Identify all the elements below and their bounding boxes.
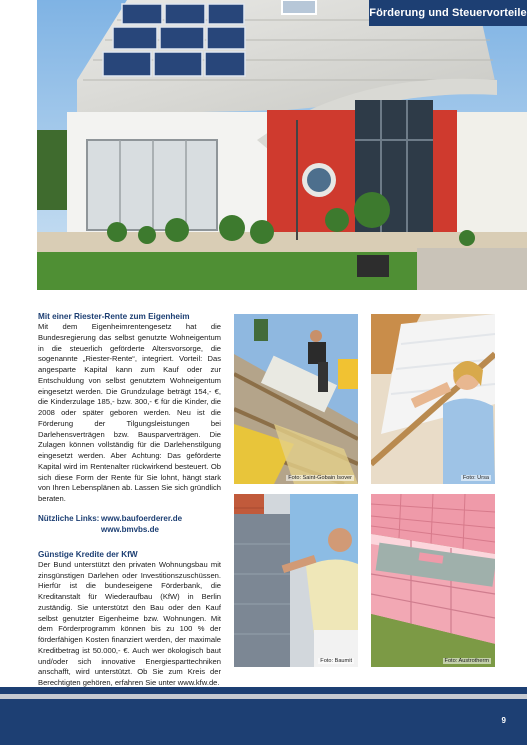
riester-heading: Mit einer Riester-Rente zum Eigenheim bbox=[38, 312, 190, 321]
useful-links bbox=[38, 513, 221, 535]
house-illustration bbox=[37, 0, 527, 290]
roof-scene bbox=[234, 314, 358, 484]
wall-scene bbox=[234, 494, 358, 667]
blocks-photo-credit: Foto: Austrotherm bbox=[444, 658, 489, 664]
insulation-photo-credit: Foto: Ursa bbox=[462, 475, 489, 481]
link-bmvbs[interactable]: www.bmvbs.de bbox=[101, 524, 159, 534]
kfw-body: Der Bund unterstützt den privaten Wohnungsbau mit zinsgünstigen Darlehen oder Investitionszuschüssen. Hierfür ist die bundeseigene Förderbank, die Kreditanstalt für Wiederaufbau (KfW) in Berlin zuständig. Sie unterstützt den Bau oder den Kauf selbst genutzter Eigenheime bzw. Wohnungen. Mit dem Förderprogramm können bis zu 100 % der förderfähigen Kosten finanziert werden, der maximale Kreditbetrag ist 50.000,- €. Auch wer ökologisch baut und/oder sich innovative Energiesparttechniken anschafft, wird unterstützt. Ob Sie zum Kreis der Berechtigten gehören, erfahren Sie unter www.kfw.de. bbox=[38, 559, 221, 687]
riester-body: Mit dem Eigenheimrentengesetz hat die Bundesregierung das selbst genutzte Wohneigentum in die steuerlich geförderte Altersvorsorge, die sogenannte „Riester-Rente“, integriert. Vorteil: Das angesparte Kapital kann zum Kauf oder zur Entschuldung von selbst genutztem Wohneigentum eingesetzt werden. Die Grundzulage beträgt 154,- €, die Kinderzulage 185,- bzw. 300,- € für die Kinder, die 2008 oder später geboren werden. Neu ist die Förderung der Tilgungsleistungen bei Darlehensverträgen bzw. Bausparverträgen. Die Zulagen können vollständig für die Darlehenstilgung eingesetzt werden. Aber Achtung: Das geförderte Kapital wird im Rentenalter rückwirkend besteuert. Ob sich diese Form der Rente für Sie lohnt, hängt stark von Ihren Lebensplänen ab. Lassen Sie sich gründlich beraten. bbox=[38, 322, 221, 503]
blocks-scene bbox=[371, 494, 495, 667]
hero-house-photo bbox=[37, 0, 527, 290]
roof-photo-credit: Foto: Saint-Gobain Isover bbox=[288, 475, 352, 481]
roof-insulation-photo bbox=[234, 314, 358, 484]
insulation-woman-photo bbox=[371, 314, 495, 484]
section-title: Förderung und Steuervorteile bbox=[369, 0, 527, 26]
wall-photo-credit: Foto: Baumit bbox=[320, 658, 352, 664]
text-column bbox=[38, 311, 221, 689]
page-number: 9 bbox=[501, 716, 506, 725]
footer-band-top bbox=[0, 687, 527, 694]
links-label: Nützliche Links: bbox=[38, 513, 100, 523]
insulation-blocks-photo bbox=[371, 494, 495, 667]
insulation-scene bbox=[371, 314, 495, 484]
kfw-heading: Günstige Kredite der KfW bbox=[38, 549, 138, 559]
link-baufoerderer[interactable]: www.baufoerderer.de bbox=[101, 513, 183, 523]
footer-bar bbox=[0, 699, 527, 745]
wall-plaster-photo bbox=[234, 494, 358, 667]
